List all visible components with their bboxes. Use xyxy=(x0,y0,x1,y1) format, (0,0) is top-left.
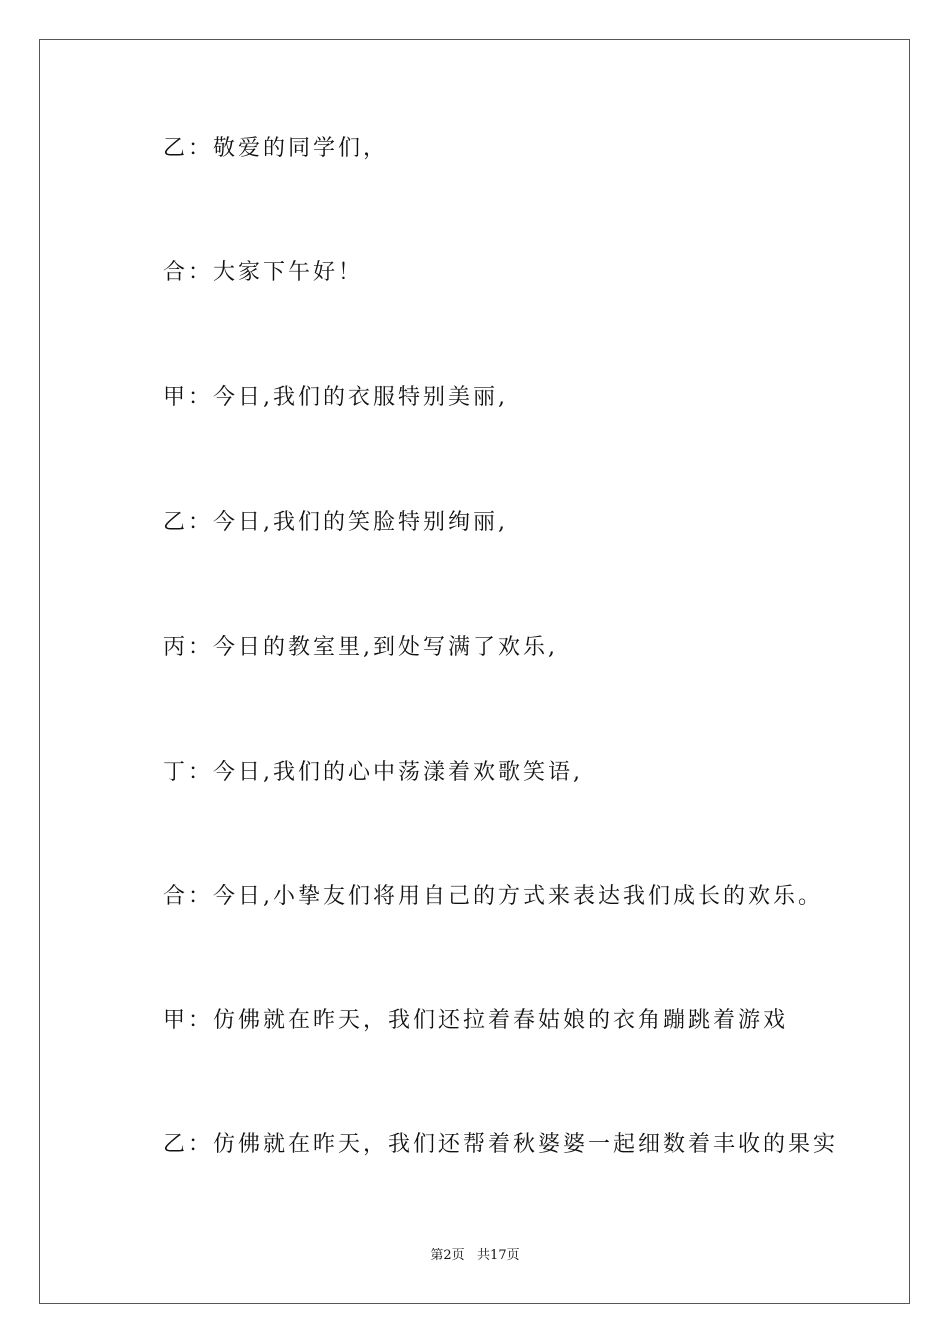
dialogue-line: 乙：敬爱的同学们， xyxy=(163,136,389,161)
page-number-footer: 第2页 共17页 xyxy=(430,1248,520,1263)
dialogue-line: 乙：今日,我们的笑脸特别绚丽, xyxy=(163,510,508,535)
dialogue-line: 合：今日,小挚友们将用自己的方式来表达我们成长的欢乐。 xyxy=(163,884,823,909)
dialogue-line: 甲：仿佛就在昨天，我们还拉着春姑娘的衣角蹦跳着游戏 xyxy=(163,1008,789,1033)
dialogue-line: 合：大家下午好！ xyxy=(163,260,364,285)
dialogue-line: 丁：今日,我们的心中荡漾着欢歌笑语, xyxy=(163,760,583,785)
dialogue-line: 丙：今日的教室里,到处写满了欢乐, xyxy=(163,635,558,660)
page-frame xyxy=(39,39,910,1304)
dialogue-line: 甲：今日,我们的衣服特别美丽, xyxy=(163,385,508,410)
dialogue-line: 乙：仿佛就在昨天，我们还帮着秋婆婆一起细数着丰收的果实 xyxy=(163,1132,839,1157)
